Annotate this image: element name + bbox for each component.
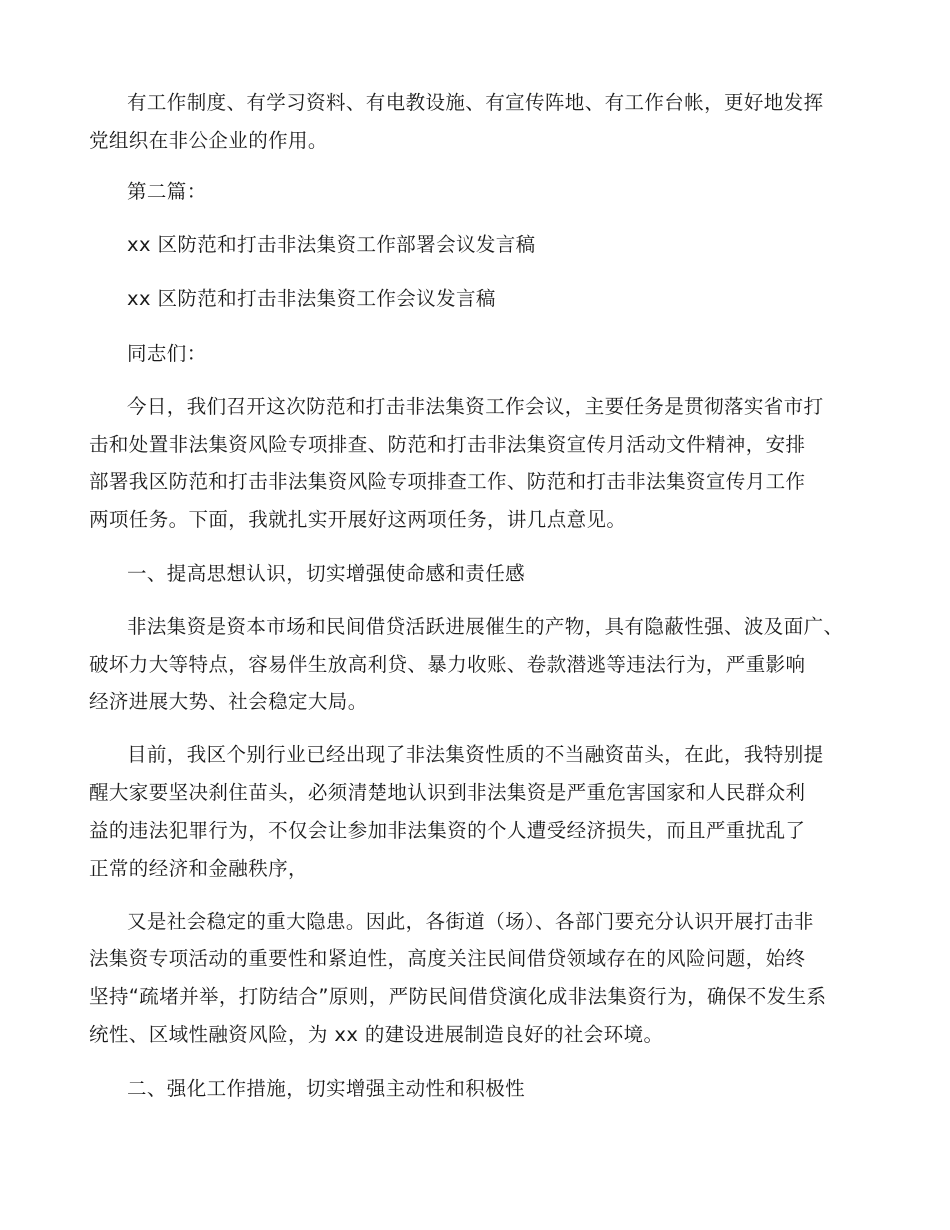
paragraph-line: 有工作制度、有学习资料、有电教设施、有宣传阵地、有工作台帐，更好地发挥 [127,91,824,114]
paragraph-line: 益的违法犯罪行为，不仅会让参加非法集资的个人遭受经济损失，而且严重扰乱了 [89,819,806,842]
paragraph-line: 击和处置非法集资风险专项排查、防范和打击非法集资宣传月活动文件精神，安排 [89,433,806,456]
paragraph-line: 破坏力大等特点，容易伴生放高利贷、暴力收账、卷款潜逃等违法行为，严重影响 [89,653,806,676]
paragraph-line: 部署我区防范和打击非法集资风险专项排查工作、防范和打击非法集资宣传月工作 [89,470,806,493]
paragraph-line: 又是社会稳定的重大隐患。因此，各街道（场）、各部门要充分认识开展打击非 [127,910,814,933]
section-heading: 二、强化工作措施，切实增强主动性和积极性 [127,1077,526,1100]
document-title: xx 区防范和打击非法集资工作部署会议发言稿 [127,233,536,256]
paragraph-line: 法集资专项活动的重要性和紧迫性，高度关注民间借贷领域存在的风险问题，始终 [89,947,806,970]
paragraph-line: 非法集资是资本市场和民间借贷活跃进展催生的产物，具有隐蔽性强、波及面广、 [127,615,844,638]
document-subtitle: xx 区防范和打击非法集资工作会议发言稿 [127,287,496,310]
salutation: 同志们： [127,342,207,365]
paragraph-line: 坚持“疏堵并举，打防结合”原则，严防民间借贷演化成非法集资行为，确保不发生系 [89,985,827,1008]
section-heading: 一、提高思想认识，切实增强使命感和责任感 [127,562,526,585]
paragraph-line: 醒大家要坚决刹住苗头，必须清楚地认识到非法集资是严重危害国家和人民群众利 [89,781,806,804]
paragraph-line: 今日，我们召开这次防范和打击非法集资工作会议，主要任务是贯彻落实省市打 [127,395,824,418]
paragraph-line: 两项任务。下面，我就扎实开展好这两项任务，讲几点意见。 [89,508,627,531]
paragraph-line: 党组织在非公企业的作用。 [89,129,328,152]
paragraph-line: 统性、区域性融资风险，为 xx 的建设进展制造良好的社会环境。 [89,1023,664,1046]
paragraph-line: 经济进展大势、社会稳定大局。 [89,690,368,713]
section-heading: 第二篇： [127,180,207,203]
paragraph-line: 目前，我区个别行业已经出现了非法集资性质的不当融资苗头，在此，我特别提 [127,743,824,766]
paragraph-line: 正常的经济和金融秩序， [89,857,308,880]
